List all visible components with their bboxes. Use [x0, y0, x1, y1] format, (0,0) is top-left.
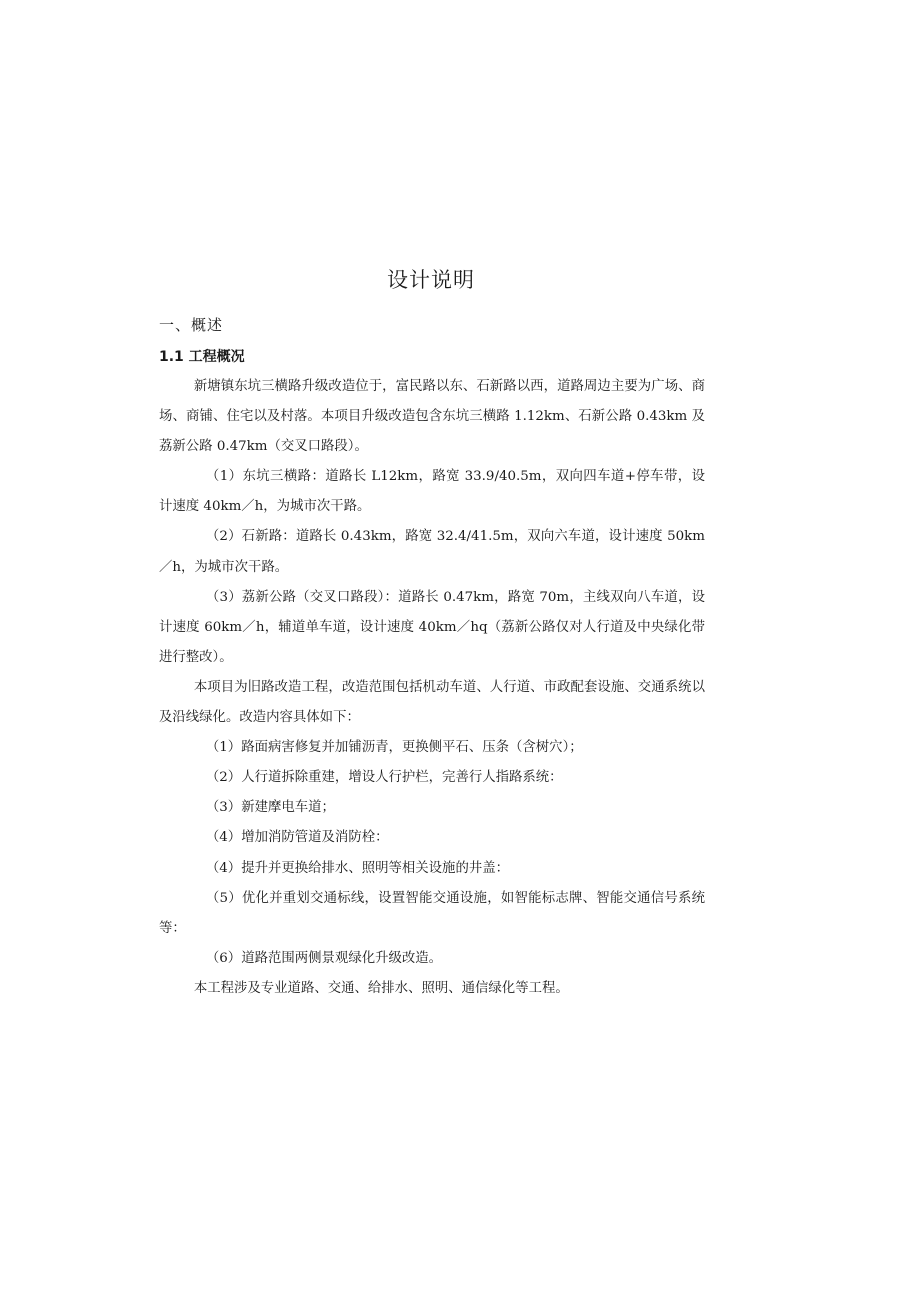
paragraph-road-1: （1）东坑三横路：道路长 L12km，路宽 33.9/40.5m，双向四车道+停车带，设计速度 40km／h，为城市次干路。	[159, 469, 705, 515]
section-heading: 一、概述	[159, 316, 224, 334]
list-item-bike-lane: （3）新建摩电车道；	[205, 800, 335, 816]
paragraph-scope: 本项目为旧路改造工程，改造范围包括机动车道、人行道、市政配套设施、交通系统以及沿线绿化。改造内容具体如下：	[159, 679, 705, 726]
document-title: 设计说明	[387, 268, 475, 292]
list-item-sidewalk: （2）人行道拆除重建，增设人行护栏，完善行人指路系统：	[205, 770, 563, 786]
list-item-greening: （6）道路范围两侧景观绿化升级改造。	[205, 950, 443, 966]
paragraph-road-3: （3）荔新公路（交叉口路段）：道路长 0.47km，路宽 70m，主线双向八车道，设计速度 60km／h，辅道单车道，设计速度 40km／hq（荔新公路仅对人行道及中央绿化带进行整改）。	[159, 589, 705, 665]
paragraph-overview: 新塘镇东坑三横路升级改造位于，富民路以东、石新路以西，道路周边主要为广场、商场、商铺、住宅以及村落。本项目升级改造包含东坑三横路 1.12km、石新公路 0.43km 及荔新公路 0.47km（交叉口路段）。	[159, 379, 705, 455]
list-item-traffic: （5）优化并重划交通标线，设置智能交通设施，如智能标志牌、智能交通信号系统等：	[159, 890, 705, 936]
subsection-heading: 1.1 工程概况	[159, 349, 245, 365]
paragraph-disciplines: 本工程涉及专业道路、交通、给排水、照明、通信绿化等工程。	[193, 980, 569, 996]
body-text	[159, 372, 705, 1004]
list-item-pavement: （1）路面病害修复并加铺沥青，更换侧平石、压条（含树穴）；	[205, 740, 583, 756]
list-item-fire-hydrant: （4）增加消防管道及消防栓：	[205, 830, 389, 846]
list-item-manhole: （4）提升并更换给排水、照明等相关设施的井盖：	[205, 860, 510, 876]
paragraph-road-2: （2）石新路：道路长 0.43km，路宽 32.4/41.5m，双向六车道，设计速度 50km／h，为城市次干路。	[159, 529, 705, 575]
